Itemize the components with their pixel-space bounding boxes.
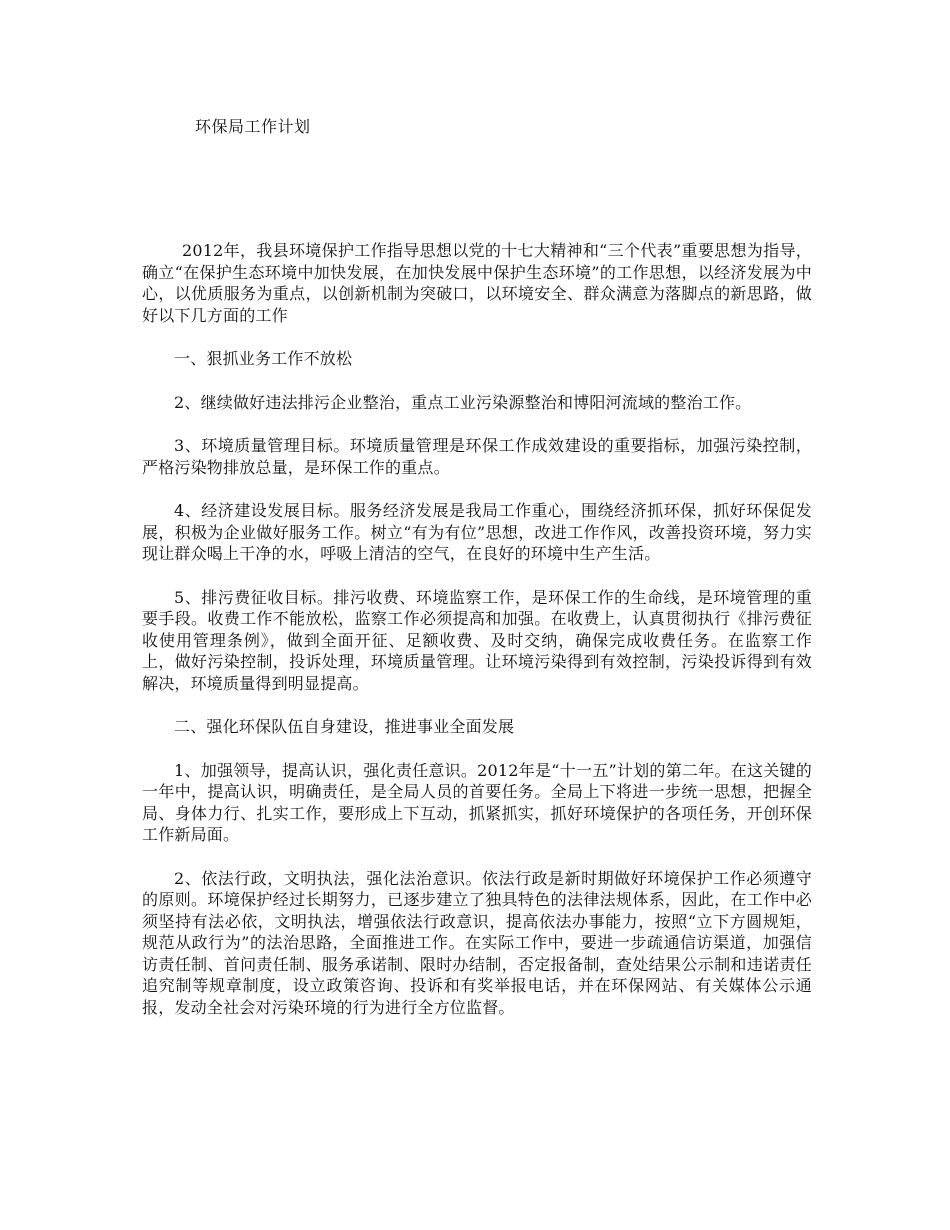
paragraph-item-3: 3、环境质量管理目标。环境质量管理是环保工作成效建设的重要指标，加强污染控制，严格污染物排放总量，是环保工作的重点。	[142, 436, 812, 477]
section-heading-2: 二、强化环保队伍自身建设，推进事业全面发展	[174, 717, 515, 736]
paragraph-item-2: 2、继续做好违法排污企业整治，重点工业污染源整治和博阳河流域的整治工作。	[174, 392, 752, 412]
section-heading-1: 一、狠抓业务工作不放松	[174, 349, 353, 368]
document-body	[142, 240, 812, 1040]
document-title: 环保局工作计划	[195, 117, 311, 136]
paragraph-section2-item-1: 1、加强领导，提高认识，强化责任意识。2012年是“十一五”计划的第二年。在这关键的一年中，提高认识，明确责任，是全局人员的首要任务。全局上下将进一步统一思想，把握全局、身体力行、扎实工作，要形成上下互动，抓紧抓实，抓好环境保护的各项任务，开创环保工作新局面。	[142, 760, 812, 844]
paragraph-section2-item-2: 2、依法行政，文明执法，强化法治意识。依法行政是新时期做好环境保护工作必须遵守的原则。环境保护经过长期努力，已逐步建立了独具特色的法律法规体系，因此，在工作中必须坚持有法必依，文明执法，增强依法行政意识，提高依法办事能力，按照“立下方圆规矩，规范从政行为”的法治思路，全面推进工作。在实际工作中，要进一步疏通信访渠道，加强信访责任制、首问责任制、服务承诺制、限时办结制，否定报备制，查处结果公示制和违诺责任追究制等规章制度，设立政策咨询、投诉和有奖举报电话，并在环保网站、有关媒体公示通报，发动全社会对污染环境的行为进行全方位监督。	[142, 868, 812, 1017]
paragraph-item-4: 4、经济建设发展目标。服务经济发展是我局工作重心，围绕经济抓环保，抓好环保促发展，积极为企业做好服务工作。树立“有为有位”思想，改进工作作风，改善投资环境，努力实现让群众喝上干净的水，呼吸上清洁的空气，在良好的环境中生产生活。	[142, 501, 812, 563]
intro-paragraph: 2012年，我县环境保护工作指导思想以党的十七大精神和“三个代表”重要思想为指导，确立“在保护生态环境中加快发展，在加快发展中保护生态环境”的工作思想，以经济发展为中心，以优质服务为重点，以创新机制为突破口，以环境安全、群众满意为落脚点的新思路，做好以下几方面的工作	[142, 241, 812, 325]
paragraph-item-5: 5、排污费征收目标。排污收费、环境监察工作，是环保工作的生命线，是环境管理的重要手段。收费工作不能放松，监察工作必须提高和加强。在收费上，认真贯彻执行《排污费征收使用管理条例》，做到全面开征、足额收费、及时交纳，确保完成收费任务。在监察工作上，做好污染控制，投诉处理，环境质量管理。让环境污染得到有效控制，污染投诉得到有效解决，环境质量得到明显提高。	[142, 587, 812, 693]
